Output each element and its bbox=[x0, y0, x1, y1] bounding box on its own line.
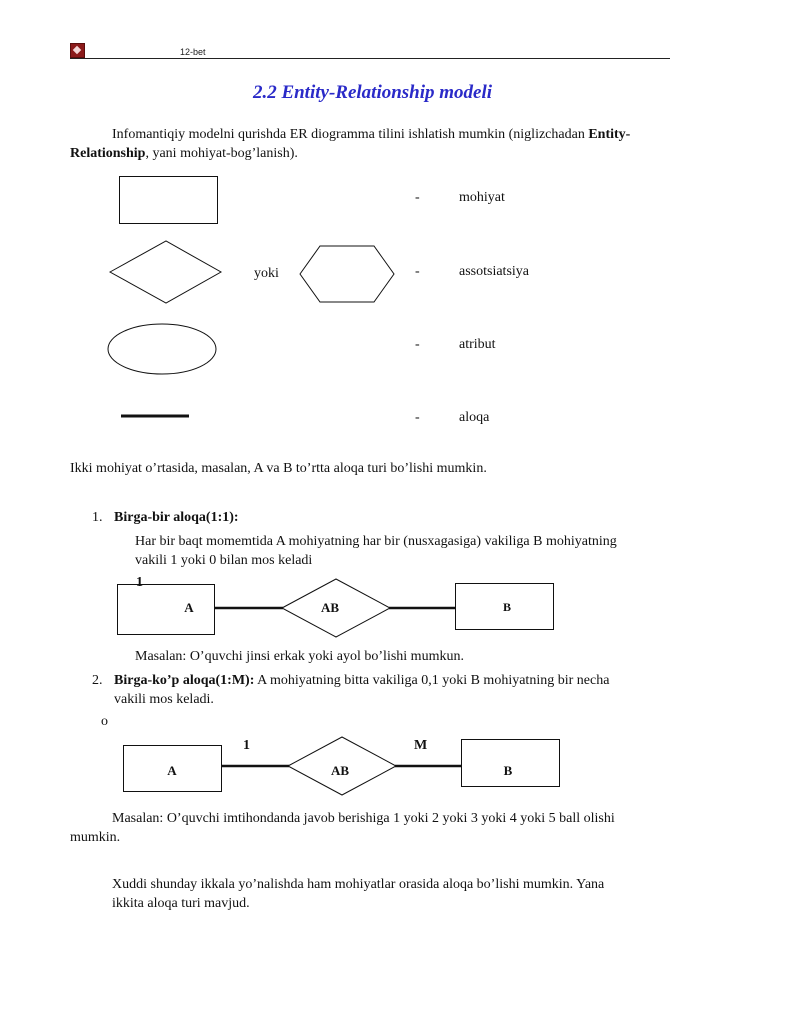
section2-bullet: o bbox=[101, 714, 108, 729]
relations-intro: Ikki mohiyat o’rtasida, masalan, A va B to’rtta aloqa turi bo’lishi mumkin. bbox=[70, 461, 487, 476]
diagram2-cardinality-right: M bbox=[414, 738, 428, 753]
section2-number: 2. bbox=[92, 673, 103, 688]
legend-label-entity: mohiyat bbox=[459, 190, 505, 205]
legend-dash-2: - bbox=[415, 264, 420, 279]
closing-line1: Xuddi shunday ikkala yo’nalishda ham mohiyatlar orasida aloqa bo’lishi mumkin. Yana bbox=[112, 877, 605, 892]
diagram1-relation-label: AB bbox=[320, 600, 340, 615]
diagram1-entity-a-label: A bbox=[184, 600, 194, 615]
section2-desc-line1: A mohiyatning bitta vakiliga 0,1 yoki B mohiyatning bir necha bbox=[254, 673, 610, 688]
intro-bold-term: Entity-Relationship bbox=[70, 127, 631, 161]
section1-example: Masalan: O’quvchi jinsi erkak yoki ayol bo’lishi mumkun. bbox=[135, 649, 464, 664]
legend-dash-4: - bbox=[415, 410, 420, 425]
section2-desc-line2: vakili mos keladi. bbox=[114, 692, 214, 707]
legend-label-link: aloqa bbox=[459, 410, 490, 425]
page-number: 12-bet bbox=[180, 47, 206, 57]
intro-text: Infomantiqiy modelni qurishda ER diogramma tilini ishlatish mumkin (niglizchadan bbox=[112, 127, 589, 142]
legend-label-attribute: atribut bbox=[459, 337, 496, 352]
section1-desc-line2: vakili 1 yoki 0 bilan mos keladi bbox=[135, 553, 313, 568]
intro-text-end: , yani mohiyat-bog’lanish). bbox=[145, 146, 298, 161]
legend-dash-3: - bbox=[415, 337, 420, 352]
section2-heading: Birga-ko’p aloqa(1:M): bbox=[114, 673, 255, 688]
section1-number: 1. bbox=[92, 510, 103, 525]
diagram2-entity-b-label: B bbox=[503, 763, 513, 778]
legend-label-association: assotsiatsiya bbox=[459, 264, 529, 279]
section2-example-line2: mumkin. bbox=[70, 830, 121, 845]
diagram2-relation-label: AB bbox=[330, 763, 350, 778]
legend-or-label: yoki bbox=[254, 266, 279, 281]
section1-heading: Birga-bir aloqa(1:1): bbox=[114, 510, 239, 525]
legend-dash-1: - bbox=[415, 190, 420, 205]
diagram1-entity-b-label: B bbox=[502, 600, 512, 614]
closing-line2: ikkita aloqa turi mavjud. bbox=[112, 896, 250, 911]
diagram2-cardinality-left: 1 bbox=[243, 738, 250, 753]
diagram1-cardinality: 1 bbox=[136, 575, 143, 590]
section2-example-line1: Masalan: O’quvchi imtihondanda javob berishiga 1 yoki 2 yoki 3 yoki 4 yoki 5 ball olishi bbox=[112, 811, 615, 826]
section-title: 2.2 Entity-Relationship modeli bbox=[252, 82, 493, 103]
section1-desc-line1: Har bir baqt momemtida A mohiyatning har bir (nusxagasiga) vakiliga B mohiyatning bbox=[135, 534, 617, 549]
diagram2-entity-a-label: A bbox=[167, 763, 177, 778]
